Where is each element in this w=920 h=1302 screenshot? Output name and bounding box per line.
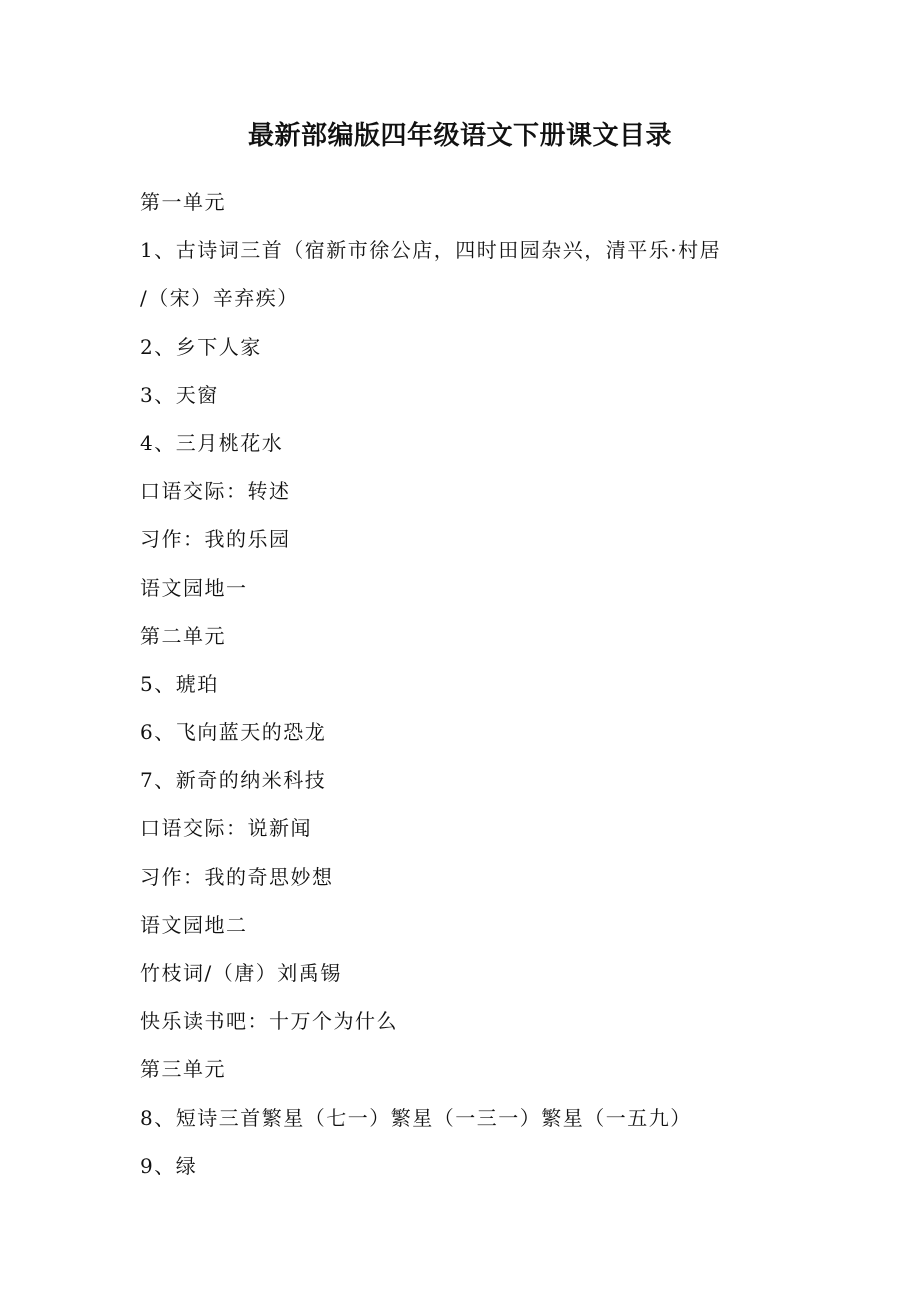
toc-line: 6、飞向蓝天的恐龙 bbox=[140, 720, 327, 745]
toc-line: 语文园地二 bbox=[140, 912, 248, 937]
toc-line: 快乐读书吧：十万个为什么 bbox=[140, 1009, 398, 1034]
toc-line: 9、绿 bbox=[140, 1153, 198, 1178]
toc-line: 口语交际：说新闻 bbox=[140, 816, 312, 841]
page-title: 最新部编版四年级语文下册课文目录 bbox=[247, 121, 672, 151]
toc-line: 第二单元 bbox=[140, 623, 226, 648]
toc-line: 习作：我的奇思妙想 bbox=[140, 864, 334, 889]
toc-line: /（宋）辛弃疾） bbox=[140, 286, 299, 311]
toc-line: 7、新奇的纳米科技 bbox=[140, 768, 327, 793]
toc-line: 8、短诗三首繁星（七一）繁星（一三一）繁星（一五九） bbox=[140, 1105, 692, 1130]
toc-line: 口语交际：转述 bbox=[140, 479, 291, 504]
toc-line: 2、乡下人家 bbox=[140, 334, 262, 359]
toc-line: 5、琥珀 bbox=[140, 671, 219, 696]
toc-line: 习作：我的乐园 bbox=[140, 527, 291, 552]
toc-line: 4、三月桃花水 bbox=[140, 430, 284, 455]
toc-line: 1、古诗词三首（宿新市徐公店，四时田园杂兴，清平乐·村居 bbox=[140, 238, 722, 263]
toc-line: 第三单元 bbox=[140, 1057, 226, 1082]
toc-line: 语文园地一 bbox=[140, 575, 248, 600]
toc-line: 3、天窗 bbox=[140, 382, 219, 407]
toc-line: 第一单元 bbox=[140, 190, 226, 214]
toc-line: 竹枝词/（唐）刘禹锡 bbox=[140, 961, 342, 985]
table-of-contents bbox=[140, 178, 780, 1190]
